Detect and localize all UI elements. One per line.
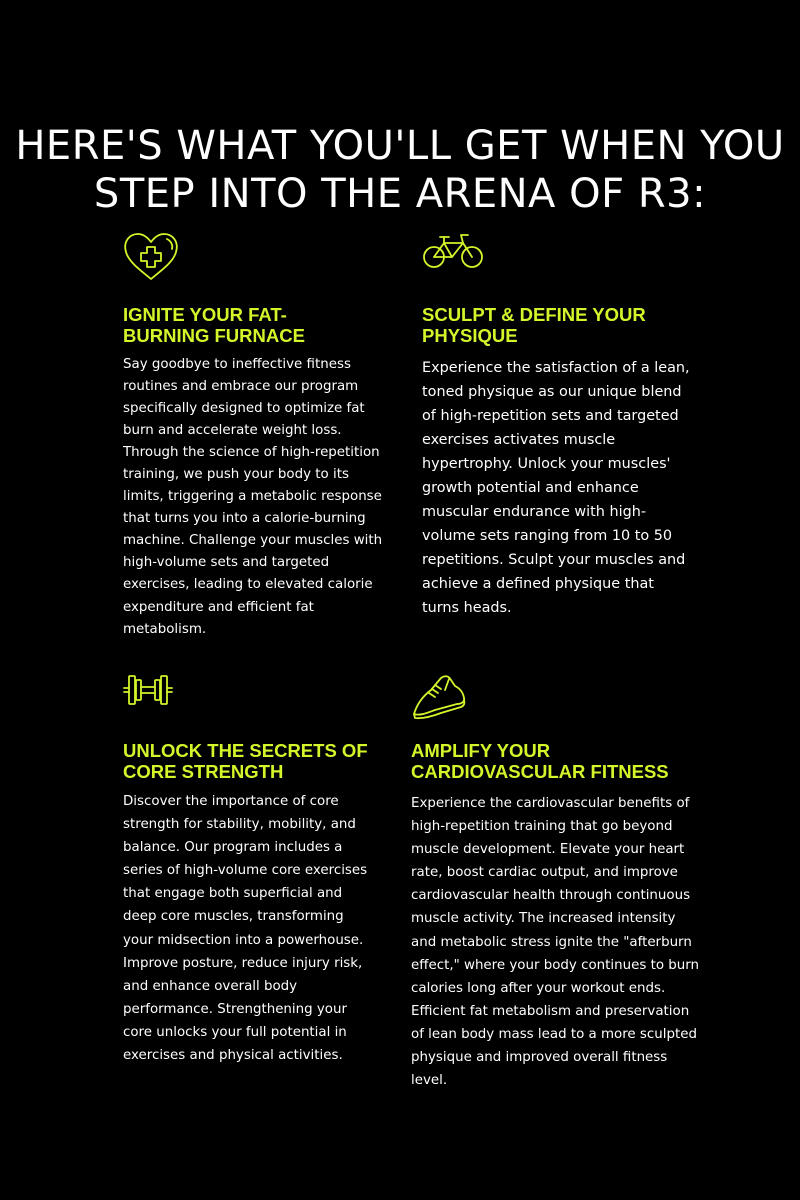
page-title-line-2: STEP INTO THE ARENA OF R3: <box>93 170 707 217</box>
page-title-line-1: HERE'S WHAT YOU'LL GET WHEN YOU <box>15 122 785 169</box>
feature-title: IGNITE YOUR FAT-BURNING FURNACE <box>123 304 305 346</box>
running-shoe-icon <box>411 670 467 720</box>
feature-description: Discover the importance of core strength for stability, mobility, and balance. Our program includes a series of high-volume core exercises that engage both superficial and deep core muscles, transforming your midsection into a powerhouse. Improve posture, reduce injury risk, and enhance overall body performance. Strengthening your core unlocks your full potential in exercises and physical activities. <box>123 794 368 1064</box>
feature-description: Experience the satisfaction of a lean, toned physique as our unique blend of high-repetition sets and targeted exercises activates muscle hypertrophy. Unlock your muscles' growth potential and enhance muscular endurance with high-volume sets ranging from 10 to 50 repetitions. Sculpt your muscles and achieve a defined physique that turns heads. <box>422 360 690 616</box>
feature-fat-burning <box>123 230 385 637</box>
feature-title: SCULPT & DEFINE YOUR PHYSIQUE <box>422 304 646 346</box>
feature-cardio-fitness <box>411 670 701 1089</box>
feature-title: UNLOCK THE SECRETS OF CORE STRENGTH <box>123 740 368 782</box>
bicycle-icon <box>422 230 484 272</box>
feature-description: Say goodbye to ineffective fitness routines and embrace our program specifically designed to optimize fat burn and accelerate weight loss. Through the science of high-repetition training, we push your body to its limits, triggering a metabolic response that turns you into a calorie-burning machine. Challenge your muscles with high-volume sets and targeted exercises, leading to elevated calorie expenditure and efficient fat metabolism. <box>123 357 383 637</box>
feature-sculpt-physique <box>422 230 692 616</box>
feature-core-strength <box>123 670 373 1064</box>
dumbbell-icon <box>123 670 173 710</box>
feature-description: Experience the cardiovascular benefits of high-repetition training that go beyond muscle development. Elevate your heart rate, boost cardiac output, and improve cardiovascular health through continuous muscle activity. The increased intensity and metabolic stress ignite the "afterburn effect," where your body continues to burn calories long after your workout ends. Efficient fat metabolism and preservation of lean body mass lead to a more sculpted physique and improved overall fitness level. <box>411 796 700 1089</box>
feature-title: AMPLIFY YOUR CARDIOVASCULAR FITNESS <box>411 740 669 782</box>
heart-plus-icon <box>123 230 179 286</box>
page-title <box>0 122 800 218</box>
